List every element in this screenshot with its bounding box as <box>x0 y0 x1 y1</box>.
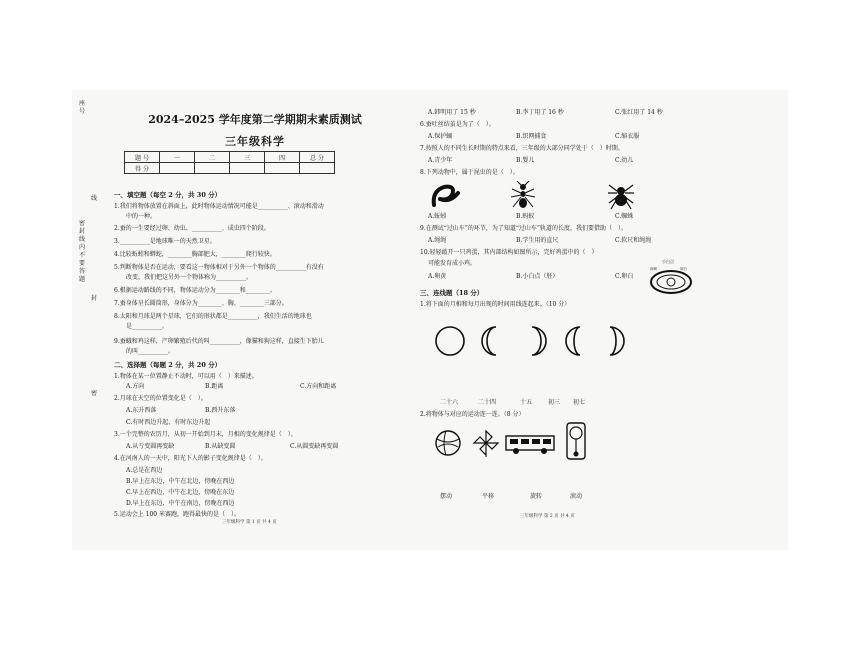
moon-date-label: 二十六 <box>440 399 459 406</box>
option-text: B.早上在东边，中午在北边，傍晚在西边 <box>126 478 235 485</box>
option-text: A.韩明用了 15 秒 <box>428 109 476 116</box>
question-text: 6.根据运动路线的不同，物体运动分为________和________。 <box>114 287 276 294</box>
score-cell: 四 <box>265 152 300 163</box>
option-text: B.从缺变圆 <box>205 443 236 450</box>
score-cell: 总 分 <box>300 152 335 163</box>
option-text: C.方向和距离 <box>300 383 337 390</box>
question-text: 7.蚕身体呈长圆筒形，身体分为________、胸、________三部分。 <box>114 300 288 307</box>
egg-label: 小白点 <box>662 259 674 264</box>
option-text: C.早上在西边，中午在北边，傍晚在东边 <box>126 489 235 496</box>
option-text: A.从亏变圆再变缺 <box>126 443 175 450</box>
moon-date-label: 十五 <box>520 399 533 406</box>
seal-mark-secret: 密 <box>90 390 97 397</box>
section-heading: 三、连线题（18 分） <box>420 289 484 297</box>
egg-label: 卵白 <box>680 267 687 271</box>
question-text: 4.在河南人的一天中，阳光下人的影子变化规律是（ ）。 <box>114 455 267 462</box>
question-text: 5.运动会上 100 米赛跑，跑得最快的是（ ）。 <box>114 511 240 518</box>
motion-label: 平移 <box>482 493 495 500</box>
moon-phases-icon <box>434 317 674 367</box>
option-text: B.学生用的直尺 <box>516 237 559 244</box>
seal-mark-line: 线 <box>90 195 97 202</box>
option-text: A.卵黄 <box>428 273 447 280</box>
question-text: 9.蚕蛾和鸡这样，产卵繁殖后代的叫__________，像猫和狗这样，直接生下胎儿 <box>114 338 324 345</box>
option-text: B.织网捕食 <box>516 133 547 140</box>
page-footer: 三年级科学 第 1 页 共 4 页 <box>222 520 277 525</box>
option-text: A.方向 <box>126 383 145 390</box>
question-text: 9.在测试“过山车”的环节，为了知道“过山车”轨道的长度，我们要借助（ ）。 <box>420 225 627 232</box>
binding-margin <box>72 90 102 530</box>
score-cell: 一 <box>160 152 195 163</box>
question-text: 2.将物体与对应的运动连一连。（8 分） <box>420 411 525 418</box>
question-text: 8.下列动物中，属于昆虫的是（ ）。 <box>420 169 519 176</box>
moon-date-label: 二十四 <box>478 399 497 406</box>
score-cell <box>160 163 195 174</box>
option-text: B.李丁用了 16 秒 <box>516 109 564 116</box>
question-text: 2.月球在天空的位置变化是（ ）。 <box>114 395 207 402</box>
motion-label: 旋转 <box>530 493 543 500</box>
ball-icon <box>434 429 462 457</box>
question-text: 是__________。 <box>126 323 169 330</box>
question-text: 8.太阳和月球是两个星球，它们的形状都是__________，我们生活的地球也 <box>114 313 312 320</box>
question-text: 4.比较蚯蚓和蟒蛇，________胸部肥大，________爬行较快。 <box>114 251 276 258</box>
section-heading: 一、填空题（每空 2 分，共 30 分） <box>114 191 222 199</box>
earthworm-icon <box>430 181 460 211</box>
option-text: B.距离 <box>205 383 224 390</box>
page-footer: 三年级科学 第 2 页 共 4 页 <box>520 514 575 519</box>
option-text: D.早上在东边，中午在南边，傍晚在西边 <box>126 500 235 507</box>
score-cell: 三 <box>230 152 265 163</box>
pendulum-clock-icon <box>564 421 588 461</box>
seat-label: 座 号 <box>78 100 85 115</box>
option-text: C.卵白 <box>615 273 634 280</box>
seal-mark-seal: 封 <box>90 295 97 302</box>
option-text: A.青少年 <box>428 157 453 164</box>
option-text: A.东升西落 <box>126 407 157 414</box>
question-text: 7.按照人的不同生长时期的特点来看，三年级的大部分同学处于（ ）时期。 <box>420 145 624 152</box>
score-table <box>124 151 335 174</box>
score-cell: 二 <box>195 152 230 163</box>
page-2 <box>420 103 720 523</box>
option-text: C.缩衣服 <box>615 133 640 140</box>
option-text: C.有时西边升起，有时东边升起 <box>126 419 211 426</box>
option-text: C.从圆变缺再变圆 <box>290 443 339 450</box>
question-text: 2.蚕的一生要经过卵、幼虫、__________、成虫四个阶段。 <box>114 225 270 232</box>
option-text: B.西升东落 <box>205 407 236 414</box>
score-cell <box>230 163 265 174</box>
score-table-row <box>125 152 335 163</box>
moon-date-label: 初三 <box>548 399 561 406</box>
question-text: 的叫__________。 <box>126 348 175 355</box>
question-text: 3.一个完整的农历月，从初一开始到月末，月相的变化规律是（ ）。 <box>114 431 297 438</box>
option-text: B.婴儿 <box>516 157 535 164</box>
question-text: 6.蚕吐丝结茧是为了（ ）。 <box>420 121 495 128</box>
question-text: 1.我们将物体放置在斜面上，此时物体运动情况可能是__________、滚动和滑动 <box>114 203 324 210</box>
question-text: 1.将下面的月相和每月出现的时间用线连起来。（10 分） <box>420 301 571 308</box>
option-text: B.蚂蚁 <box>516 213 535 220</box>
egg-label: 卵黄 <box>650 267 657 271</box>
question-text: 中的一种。 <box>126 213 157 220</box>
option-text: A.总是在西边 <box>126 467 163 474</box>
score-cell: 得 分 <box>125 163 160 174</box>
option-text: C.张红用了 14 秒 <box>615 109 663 116</box>
question-text: 10.轻轻敲开一只鸡蛋，其内部结构如图所示，完好鸡蛋中的（ ） <box>420 249 598 256</box>
score-cell: 题 号 <box>125 152 160 163</box>
question-text: 3.__________是地球唯一的天然卫星。 <box>114 238 216 245</box>
question-text: 可能发育成小鸡。 <box>428 260 477 267</box>
bus-icon <box>504 433 556 455</box>
exam-subject: 三年级科学 <box>225 135 285 148</box>
ant-icon <box>508 181 538 211</box>
option-text: A.蚯蚓 <box>428 213 447 220</box>
score-cell <box>265 163 300 174</box>
pinwheel-icon <box>472 429 500 457</box>
option-text: B.小白点（胚） <box>516 273 559 280</box>
section-heading: 二、选择题（每题 2 分，共 20 分） <box>114 361 222 369</box>
motion-label: 滚动 <box>570 493 583 500</box>
score-cell <box>195 163 230 174</box>
score-cell <box>300 163 335 174</box>
spider-icon <box>606 181 636 211</box>
question-text: 1.物体在某一位置静止不动时，可以用（ ）来描述。 <box>114 373 258 380</box>
option-text: C.软尺和绳绳 <box>615 237 652 244</box>
question-text: 改变，我们把这另外一个物体称为__________。 <box>126 274 253 281</box>
seal-line-warning: 密 封 线 内 不 要 答 题 <box>78 220 85 283</box>
motion-label: 摆动 <box>440 493 453 500</box>
option-text: C.蜘蛛 <box>615 213 634 220</box>
page-1 <box>110 103 415 523</box>
exam-title: 2024–2025 学年度第二学期期末素质测试 <box>148 113 362 126</box>
option-text: A.绳绳 <box>428 237 447 244</box>
question-text: 5.判断物体是否在运动，要看这一物体相对于另外一个物体的__________有没有 <box>114 264 324 271</box>
score-table-row <box>125 163 335 174</box>
moon-date-label: 初七 <box>573 399 586 406</box>
option-text: C.幼儿 <box>615 157 634 164</box>
option-text: A.保护蛹 <box>428 133 453 140</box>
